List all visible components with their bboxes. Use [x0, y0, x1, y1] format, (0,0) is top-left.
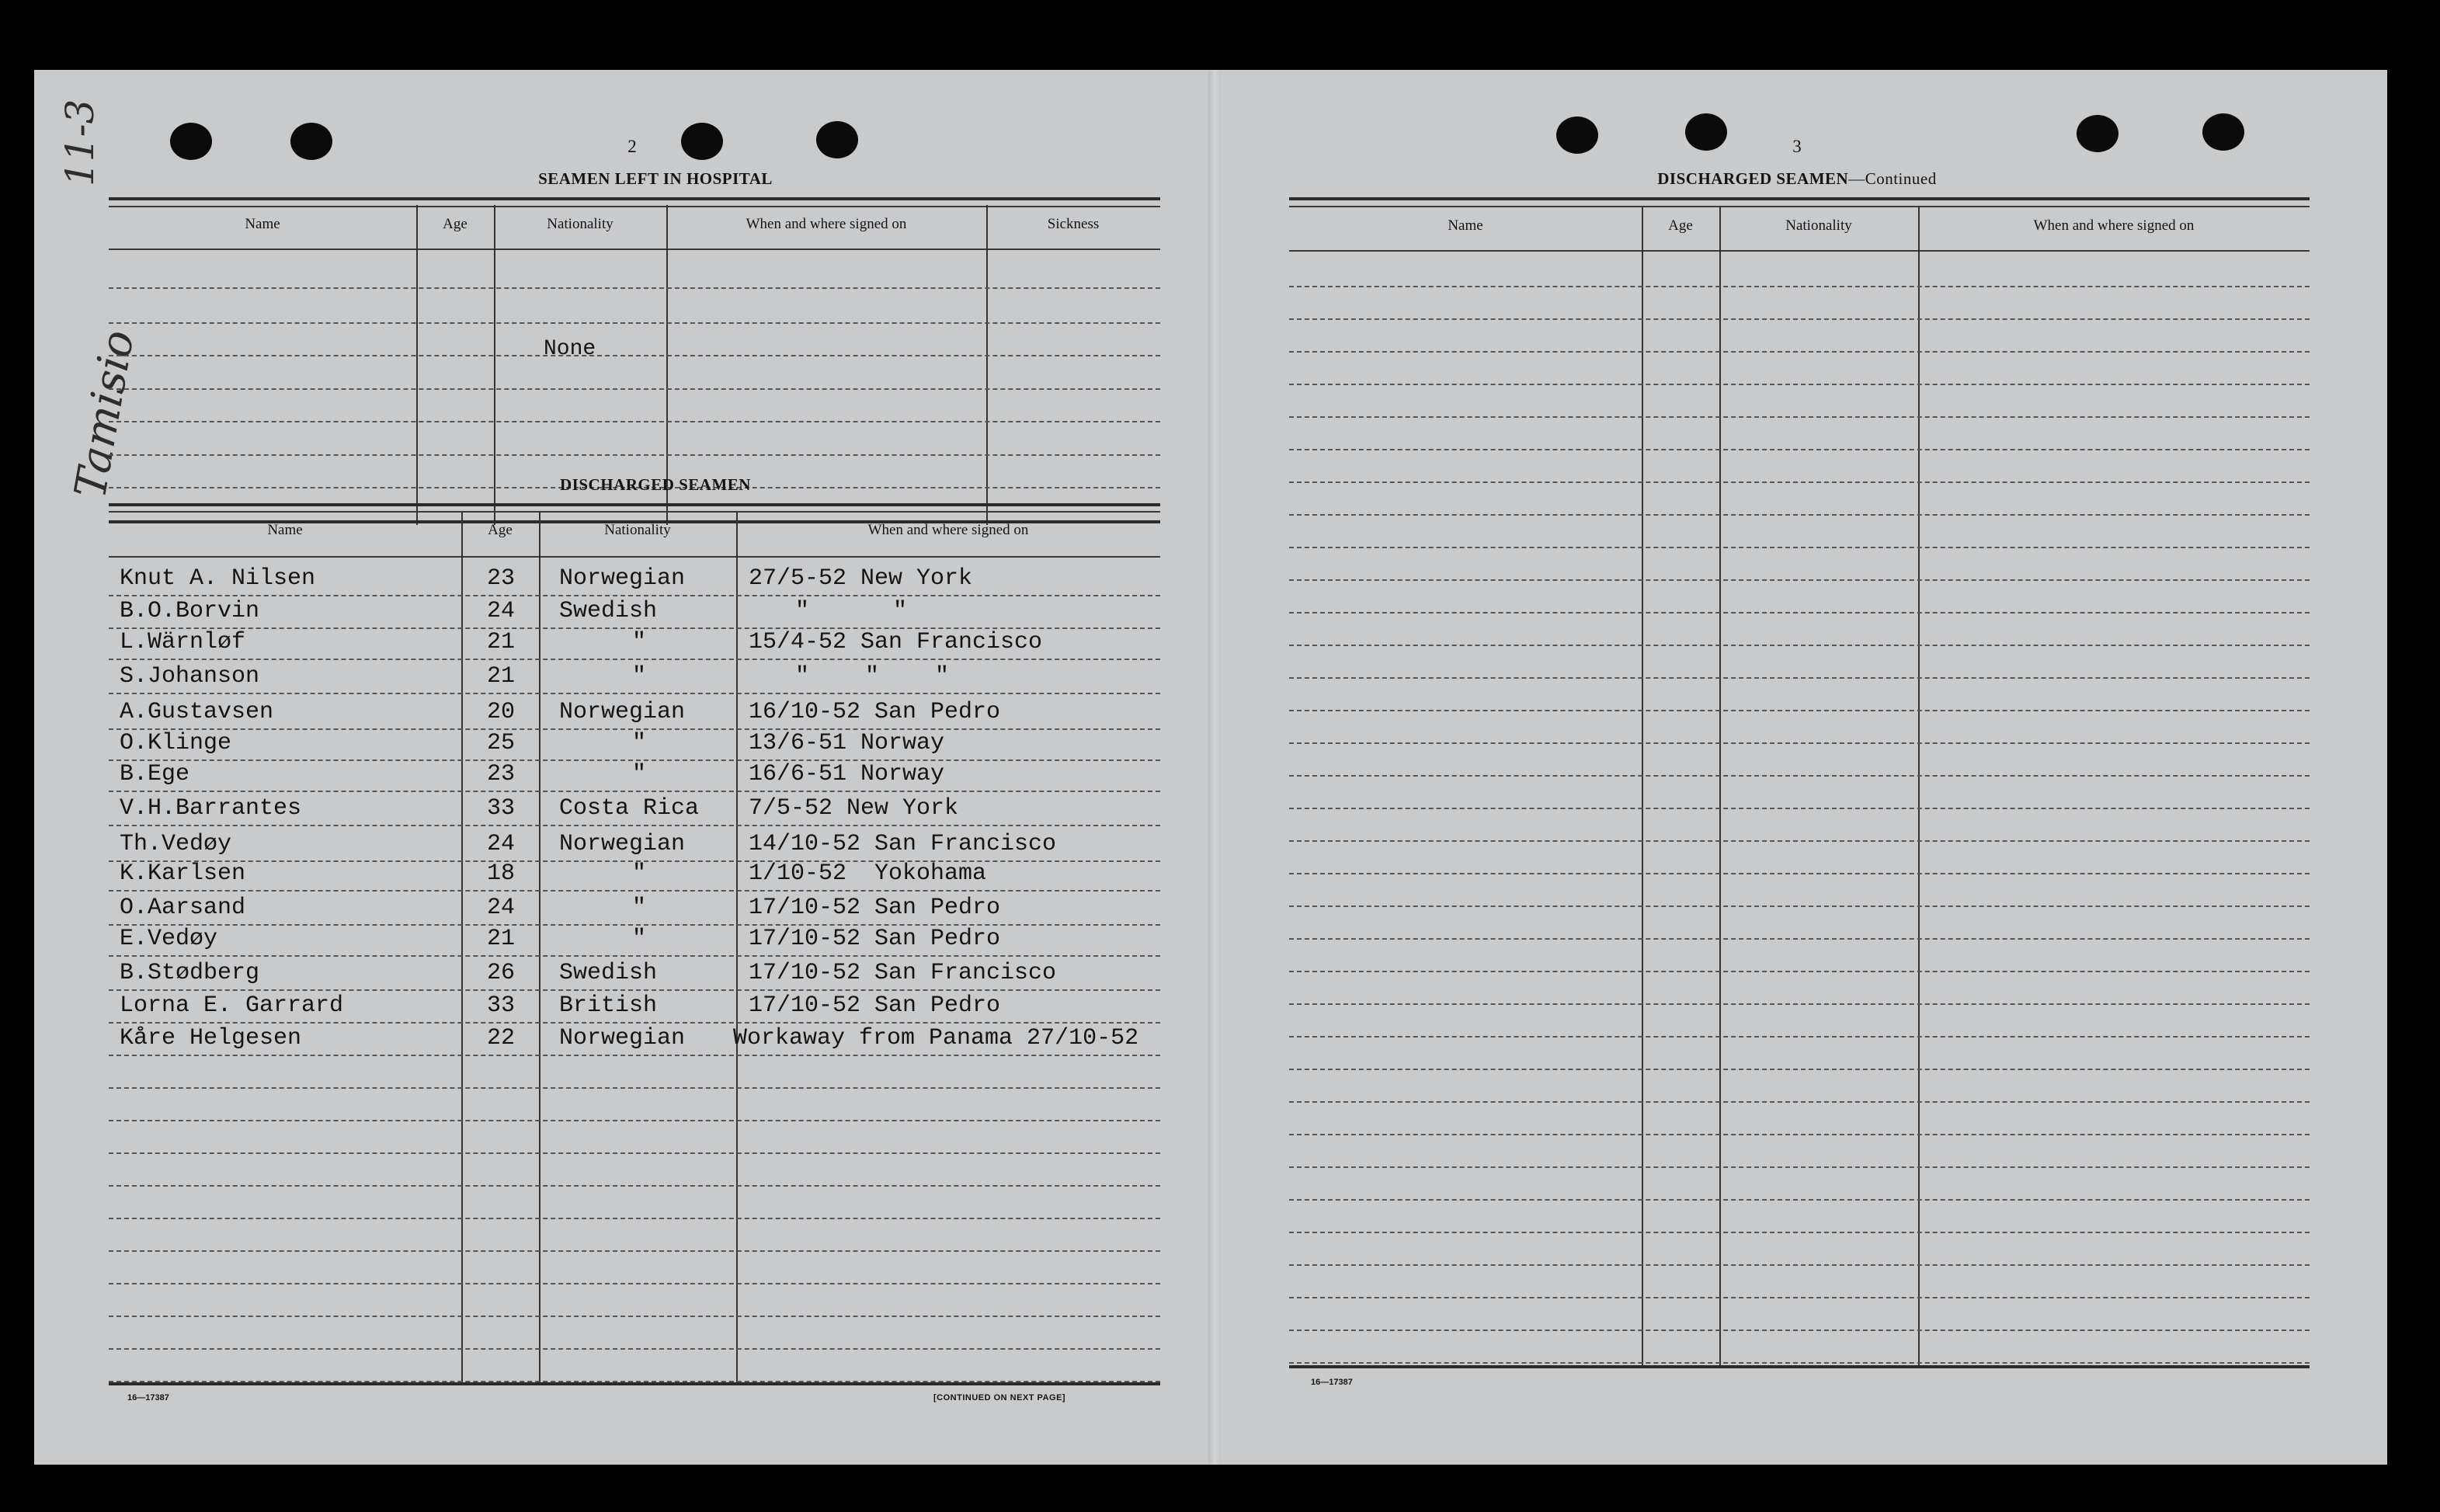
hospital-section-title: SEAMEN LEFT IN HOSPITAL — [538, 169, 773, 188]
discharged-col-signed-on: When and where signed on — [867, 522, 1029, 538]
empty-row-line — [1289, 1166, 2310, 1168]
row-line — [109, 825, 1160, 826]
right-col-nationality: Nationality — [1785, 217, 1852, 234]
row-signed-on: 7/5-52 New York — [749, 795, 959, 822]
empty-row-line — [1289, 1069, 2310, 1070]
row-nationality: " — [632, 860, 647, 887]
form-code-left: 16—17387 — [127, 1393, 169, 1403]
empty-row-line — [1289, 318, 2310, 320]
row-name: L.Wärnløf — [120, 629, 246, 655]
empty-row-line — [109, 1316, 1160, 1317]
empty-row-line — [1289, 547, 2310, 548]
punch-hole — [1556, 116, 1598, 154]
row-line — [109, 659, 1160, 660]
row-signed-on: 14/10-52 San Francisco — [749, 831, 1057, 857]
row-signed-on: 17/10-52 San Pedro — [749, 992, 1001, 1019]
empty-row-line — [109, 1152, 1160, 1154]
empty-row-line — [1289, 514, 2310, 516]
row-nationality: Costa Rica — [559, 795, 700, 822]
empty-row-line — [1289, 677, 2310, 679]
empty-row-line — [1289, 775, 2310, 777]
punch-hole — [816, 121, 858, 158]
row-age: 33 — [487, 992, 516, 1019]
row-line — [109, 693, 1160, 694]
page-number-right: 3 — [1792, 137, 1802, 156]
right-section-title-main: DISCHARGED SEAMEN — [1657, 169, 1849, 188]
punch-hole — [290, 123, 332, 160]
row-line — [109, 955, 1160, 957]
row-age: 33 — [487, 795, 516, 822]
row-nationality: " — [632, 629, 647, 655]
row-name: O.Klinge — [120, 730, 232, 756]
empty-row-line — [1289, 840, 2310, 842]
row-nationality: Norwegian — [559, 831, 686, 857]
empty-row-line — [109, 1087, 1160, 1089]
row-age: 24 — [487, 598, 516, 624]
row-nationality: Norwegian — [559, 1025, 686, 1051]
row-age: 23 — [487, 565, 516, 592]
empty-row-line — [1289, 1264, 2310, 1266]
empty-row-line — [1289, 710, 2310, 711]
empty-row-line — [109, 1120, 1160, 1121]
row-name: Knut A. Nilsen — [120, 565, 316, 592]
punch-hole — [170, 123, 212, 160]
empty-row-line — [1289, 971, 2310, 972]
empty-row-line — [1289, 645, 2310, 646]
row-name: Th.Vedøy — [120, 831, 232, 857]
right-table-top-rule — [1289, 197, 2310, 200]
empty-row-line — [109, 1185, 1160, 1187]
row-age: 18 — [487, 860, 516, 887]
empty-row-line — [1289, 1330, 2310, 1331]
page-number-left: 2 — [627, 137, 637, 156]
row-age: 21 — [487, 663, 516, 690]
empty-row-line — [1289, 1362, 2310, 1364]
row-signed-on: 17/10-52 San Pedro — [749, 926, 1001, 952]
row-nationality: " — [632, 895, 647, 921]
row-signed-on: " " — [795, 598, 908, 624]
empty-row-line — [1289, 612, 2310, 613]
row-name: B.Ege — [120, 761, 190, 787]
punch-hole — [1685, 113, 1727, 151]
empty-row-line — [1289, 1134, 2310, 1135]
row-line — [109, 791, 1160, 792]
row-name: B.Stødberg — [120, 960, 260, 986]
hospital-col-sickness: Sickness — [1047, 216, 1100, 232]
row-age: 22 — [487, 1025, 516, 1051]
row-nationality: Swedish — [559, 960, 658, 986]
empty-row-line — [1289, 351, 2310, 353]
hospital-col-nationality: Nationality — [547, 216, 613, 232]
row-age: 24 — [487, 895, 516, 921]
row-name: Lorna E. Garrard — [120, 992, 344, 1019]
row-signed-on: 15/4-52 San Francisco — [749, 629, 1043, 655]
right-col-signed-on: When and where signed on — [2033, 217, 2195, 234]
row-signed-on: 27/5-52 New York — [749, 565, 973, 592]
hospital-col-name: Name — [245, 216, 280, 232]
empty-row-line — [1289, 1199, 2310, 1201]
row-nationality: Swedish — [559, 598, 658, 624]
row-line — [109, 890, 1160, 892]
empty-row-line — [1289, 742, 2310, 744]
row-name: E.Vedøy — [120, 926, 218, 952]
empty-row-line — [109, 1283, 1160, 1284]
margin-annotation: 11-3 — [57, 99, 103, 186]
page-fold — [1208, 70, 1221, 1465]
empty-row-line — [109, 1348, 1160, 1350]
empty-row-line — [1289, 1003, 2310, 1005]
punch-hole — [2202, 113, 2244, 151]
hospital-table-top-rule — [109, 197, 1160, 200]
empty-row-line — [1289, 1232, 2310, 1233]
right-col-name: Name — [1448, 217, 1483, 234]
row-signed-on: " " " — [795, 663, 950, 690]
empty-row-line — [1289, 416, 2310, 418]
punch-hole — [681, 123, 723, 160]
row-age: 23 — [487, 761, 516, 787]
row-name: Kåre Helgesen — [120, 1025, 302, 1051]
discharged-table-top-rule — [109, 503, 1160, 506]
hospital-col-signed-on: When and where signed on — [746, 216, 907, 232]
row-name: S.Johanson — [120, 663, 260, 690]
right-col-age: Age — [1668, 217, 1693, 234]
row-signed-on: 16/10-52 San Pedro — [749, 699, 1001, 725]
right-section-title — [1556, 169, 2038, 189]
row-nationality: " — [632, 761, 647, 787]
discharged-col-nationality: Nationality — [604, 522, 671, 538]
empty-row-line — [1289, 449, 2310, 450]
row-nationality: " — [632, 926, 647, 952]
right-section-title-suffix: —Continued — [1848, 169, 1937, 188]
empty-row-line — [1289, 1101, 2310, 1103]
row-signed-on: Workaway from Panama 27/10-52 — [733, 1025, 1139, 1051]
row-nationality: Norwegian — [559, 699, 686, 725]
empty-row-line — [1289, 808, 2310, 809]
empty-row-line — [1289, 1297, 2310, 1298]
row-line — [109, 1055, 1160, 1056]
row-signed-on: 13/6-51 Norway — [749, 730, 945, 756]
row-age: 20 — [487, 699, 516, 725]
empty-row-line — [1289, 905, 2310, 907]
row-nationality: " — [632, 663, 647, 690]
row-age: 26 — [487, 960, 516, 986]
discharged-col-name: Name — [267, 522, 303, 538]
row-age: 24 — [487, 831, 516, 857]
row-age: 21 — [487, 629, 516, 655]
row-signed-on: 1/10-52 Yokohama — [749, 860, 987, 887]
row-name: A.Gustavsen — [120, 699, 274, 725]
row-signed-on: 16/6-51 Norway — [749, 761, 945, 787]
form-sheet — [34, 70, 2387, 1465]
row-signed-on: 17/10-52 San Francisco — [749, 960, 1057, 986]
row-name: V.H.Barrantes — [120, 795, 302, 822]
empty-row-line — [1289, 579, 2310, 581]
row-name: O.Aarsand — [120, 895, 246, 921]
hospital-col-age: Age — [443, 216, 467, 232]
row-signed-on: 17/10-52 San Pedro — [749, 895, 1001, 921]
form-code-right: 16—17387 — [1311, 1378, 1353, 1387]
row-age: 25 — [487, 730, 516, 756]
row-nationality: Norwegian — [559, 565, 686, 592]
discharged-col-age: Age — [488, 522, 513, 538]
empty-row-line — [1289, 286, 2310, 287]
row-name: B.O.Borvin — [120, 598, 260, 624]
row-nationality: " — [632, 730, 647, 756]
hospital-none-entry: None — [544, 337, 596, 361]
empty-row-line — [1289, 481, 2310, 483]
empty-row-line — [109, 1218, 1160, 1219]
empty-row-line — [1289, 938, 2310, 940]
row-line — [109, 1022, 1160, 1024]
row-nationality: British — [559, 992, 658, 1019]
empty-row-line — [1289, 384, 2310, 385]
continued-note: [CONTINUED ON NEXT PAGE] — [933, 1393, 1066, 1403]
row-line — [109, 595, 1160, 596]
empty-row-line — [1289, 873, 2310, 874]
empty-row-line — [109, 1250, 1160, 1252]
row-line — [109, 989, 1160, 991]
row-name: K.Karlsen — [120, 860, 246, 887]
row-age: 21 — [487, 926, 516, 952]
margin-annotation-vertical: Tamisio — [65, 326, 144, 502]
punch-hole — [2077, 115, 2118, 152]
empty-row-line — [1289, 1036, 2310, 1038]
discharged-section-title: DISCHARGED SEAMEN — [560, 475, 751, 494]
